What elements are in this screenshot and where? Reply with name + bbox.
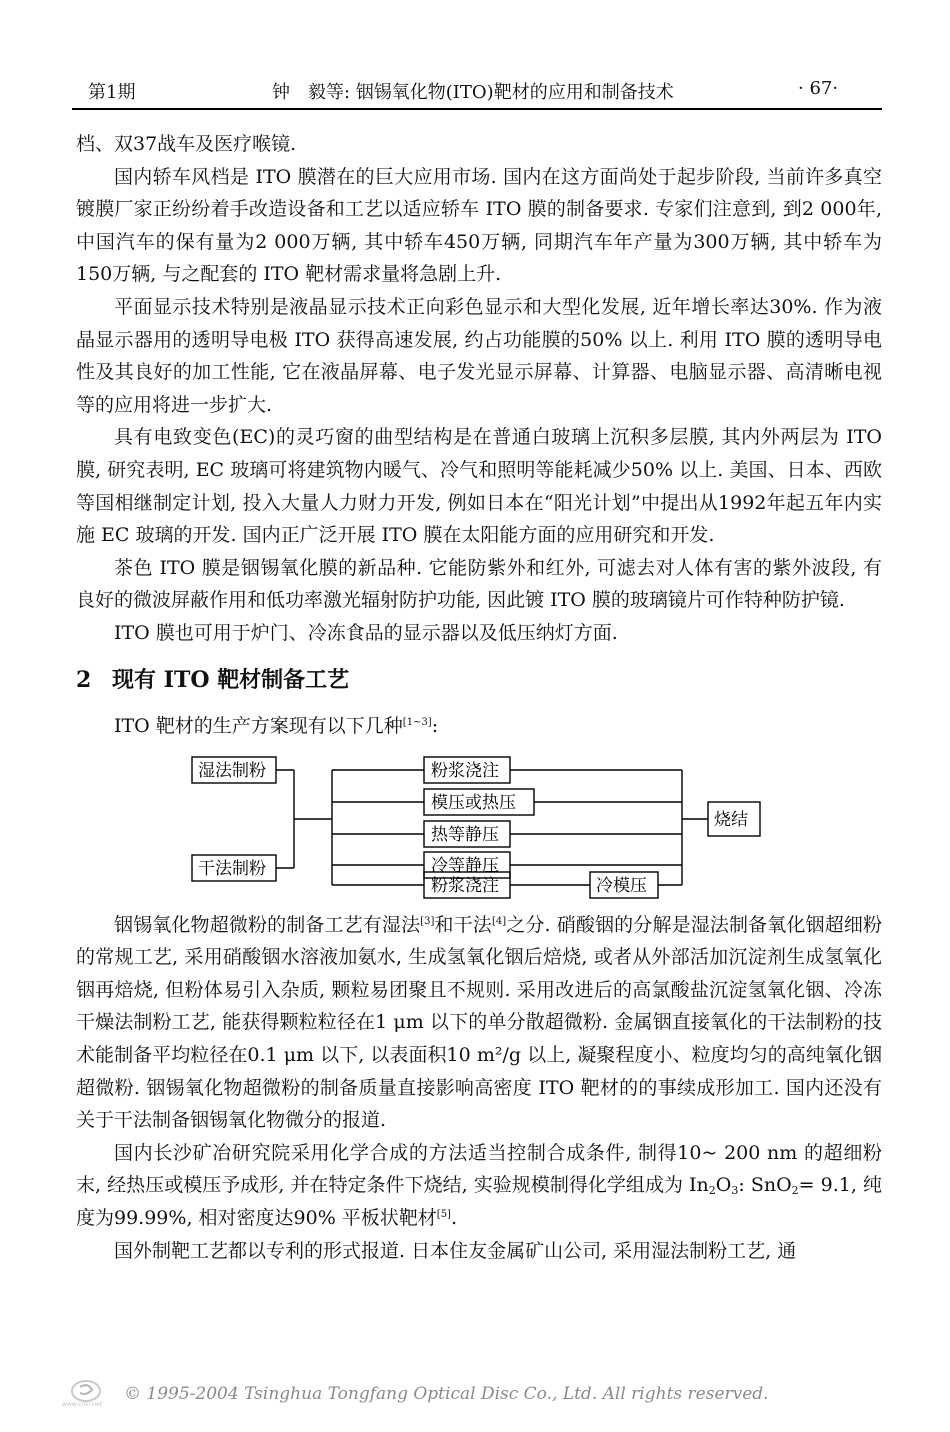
label-route-1: 粉浆浇注 [431, 760, 499, 781]
intro-tail: : [431, 715, 439, 738]
paragraph: 国内长沙矿冶研究院采用化学合成的方法适当控制合成条件, 制得10~ 200 nm 的超细粉末, 经热压或模压予成形, 并在特定条件下烧结, 实验规模制得化学组成为 $In_2O_3$: SnO$_2$= 9.1, 纯度为99.99%, 相对密度达90% 平板状靶材[5]. [76, 1141, 882, 1230]
header-page-number: · 67· [798, 78, 839, 99]
paragraph: 具有电致变色(EC)的灵巧窗的曲型结构是在普通白玻璃上沉积多层膜, 其内外两层为 ITO 膜, 研究表明, EC 玻璃可将建筑物内暖气、冷气和照明等能耗减少50% 以上. 美国、日本、西欧等国相继制定计划, 投入大量人力财力开发, 例如日本在“阳光计划”中提出从1992年起五年内实施 EC 玻璃的开发. 国内正广泛开展 ITO 膜在太阳能方面的应用研究和开发. [76, 426, 882, 547]
label-route-2: 模压或热压 [431, 792, 516, 813]
label-cold-mold: 冷模压 [596, 875, 647, 896]
header-rule [72, 108, 882, 110]
label-sinter: 烧结 [714, 809, 748, 830]
intro-text: ITO 靶材的生产方案现有以下几种 [114, 715, 403, 738]
label-wet-powder: 湿法制粉 [198, 760, 266, 781]
section-number: 2 [76, 666, 92, 693]
article-body [76, 128, 882, 1267]
flowchart-svg [76, 747, 882, 899]
paragraph: 平面显示技术特别是液晶显示技术正向彩色显示和大型化发展, 近年增长率达30%. 作为液晶显示器用的透明导电极 ITO 获得高速发展, 约占功能膜的50% 以上. 利用 ITO 膜的透明导电性及其良好的加工性能, 它在液晶屏幕、电子发光显示屏幕、计算器、电脑显示器、高清晰电视等的应用将进一步扩大. [76, 295, 882, 416]
label-route-4: 冷等静压 [431, 855, 499, 876]
intro-line [76, 710, 882, 743]
label-route-5: 粉浆浇注 [431, 875, 499, 896]
paragraph: 国外制靶工艺都以专利的形式报道. 日本住友金属矿山公司, 采用湿法制粉工艺, 通 [114, 1239, 797, 1262]
header-issue: 第1期 [88, 82, 136, 103]
paragraph: 铟锡氧化物超微粉的制备工艺有湿法[3]和干法[4]之分. 硝酸铟的分解是湿法制备氧化铟超细粉的常规工艺, 采用硝酸铟水溶液加氨水, 生成氢氧化铟后焙烧, 或者从外部活加沉淀剂生成氢氧化铟再焙烧, 但粉体易引入杂质, 颗粒易团聚且不规则. 采用改进后的高氯酸盐沉淀氢氧化铟、冷冻干燥法制粉工艺, 能获得颗粒粒径在1 μm 以下的单分散超微粉. 金属铟直接氧化的干法制粉的技术能制备平均粒径在0.1 μm 以下, 以表面积10 m²/g 以上, 凝聚程度小、粒度均匀的高纯氧化铟超微粉. 铟锡氧化物超微粉的制备质量直接影响高密度 ITO 靶材的的事续成形加工. 国内还没有关于干法制备铟锡氧化物微分的报道. [76, 913, 882, 1132]
cnki-logo-icon [60, 1378, 112, 1408]
paragraph: 国内轿车风档是 ITO 膜潜在的巨大应用市场. 国内在这方面尚处于起步阶段, 当前许多真空镀膜厂家正纷纷着手改造设备和工艺以适应轿车 ITO 膜的制备要求. 专家们注意到, 到2 000年, 中国汽车的保有量为2 000万辆, 其中轿车450万辆, 同期汽车年产量为300万辆, 其中轿车为150万辆, 与之配套的 ITO 靶材需求量将急剧上升. [76, 165, 882, 286]
citation: [3] [420, 915, 435, 927]
section-title: 现有 ITO 靶材制备工艺 [112, 666, 350, 693]
logo-text: www.cnki.net [62, 1401, 103, 1408]
citation: [1~3] [402, 717, 432, 729]
paragraph: 档、双37战车及医疗喉镜. [76, 133, 297, 155]
paragraph: 茶色 ITO 膜是铟锡氧化膜的新品种. 它能防紫外和红外, 可滤去对人体有害的紫外波段, 有良好的微波屏蔽作用和低功率激光辐射防护功能, 因此镀 ITO 膜的玻璃镜片可作特种防护镜. [76, 556, 882, 612]
footer [60, 1378, 900, 1410]
process-flowchart [76, 747, 882, 899]
citation: [4] [491, 915, 507, 927]
paragraph: ITO 膜也可用于炉门、冷冻食品的显示器以及低压纳灯方面. [114, 621, 618, 644]
label-dry-powder: 干法制粉 [198, 858, 266, 879]
citation: [5] [436, 1209, 451, 1221]
header-title: 钟 毅等: 铟锡氧化物(ITO)靶材的应用和制备技术 [272, 82, 674, 103]
label-route-3: 热等静压 [431, 824, 499, 845]
section-heading [76, 664, 882, 697]
copyright-notice: © 1995-2004 Tsinghua Tongfang Optical Disc Co., Ltd. All rights reserved. [124, 1384, 769, 1404]
